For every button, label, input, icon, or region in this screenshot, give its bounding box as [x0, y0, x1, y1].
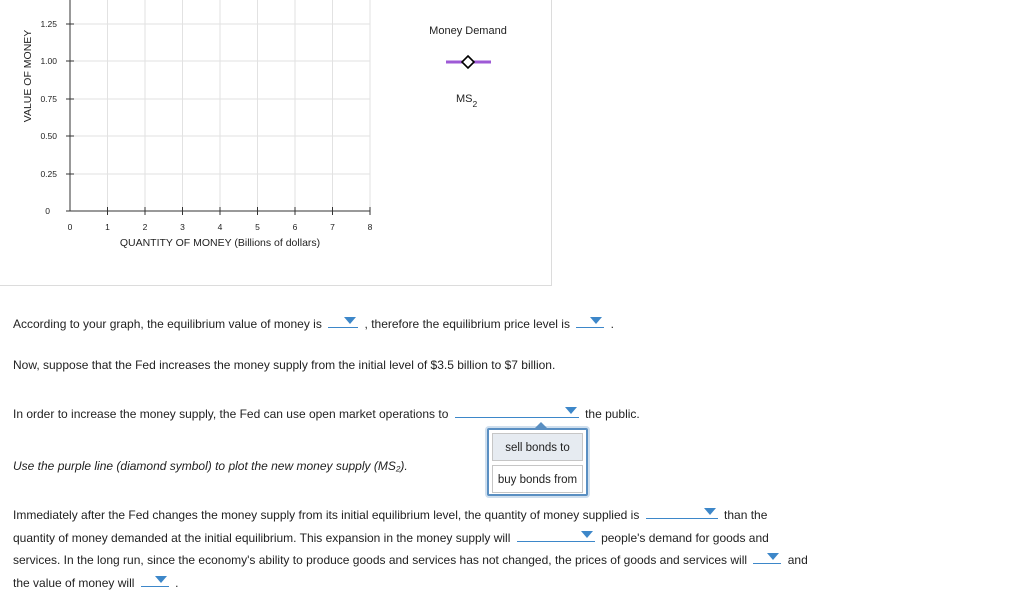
- open-market-dropdown-menu[interactable]: [487, 428, 588, 496]
- chevron-down-icon: [581, 531, 593, 538]
- y-tick-label: 0: [45, 206, 50, 216]
- x-tick-label: 7: [330, 222, 335, 232]
- question-text: quantity of money demanded at the initial equilibrium. This expansion in the money supply will: [13, 531, 511, 545]
- question-text: According to your graph, the equilibrium value of money is: [13, 317, 322, 331]
- x-tick-label: 2: [142, 222, 148, 232]
- chevron-down-icon: [767, 553, 779, 560]
- question-text: .: [610, 317, 614, 331]
- chevron-down-icon: [590, 317, 602, 324]
- question-open-market: [13, 403, 640, 421]
- menu-pointer: [534, 422, 548, 429]
- question-equilibrium: [13, 313, 614, 331]
- prices-dropdown[interactable]: [753, 549, 781, 564]
- x-tick-label: 8: [367, 222, 373, 232]
- diamond-icon[interactable]: [462, 56, 474, 68]
- graph-panel[interactable]: [0, 0, 552, 286]
- question-text: .: [175, 576, 179, 590]
- option-sell-bonds[interactable]: sell bonds to: [492, 433, 583, 461]
- x-tick-label: 5: [255, 222, 260, 232]
- y-tick-label: 1.00: [40, 56, 57, 66]
- x-axis-title: QUANTITY OF MONEY (Billions of dollars): [119, 237, 321, 249]
- money-market-graph[interactable]: [0, 0, 552, 286]
- value-of-money-dropdown[interactable]: [141, 572, 169, 587]
- chevron-down-icon: [344, 317, 356, 324]
- x-tick-label: 6: [292, 222, 298, 232]
- ms2-tool-label: $MS_2$: [456, 93, 478, 109]
- plot-instruction: Use the purple line (diamond symbol) to plot the new money supply (MS₂).: [13, 459, 408, 473]
- x-tick-label: 4: [217, 222, 223, 232]
- question3-line1: [13, 504, 767, 522]
- chevron-down-icon: [565, 407, 577, 414]
- question-text: Immediately after the Fed changes the money supply from its initial equilibrium level, the quantity of money supplied is: [13, 508, 640, 522]
- x-tick-label: 0: [67, 222, 73, 232]
- option-buy-bonds[interactable]: buy bonds from: [492, 465, 583, 493]
- question-text: and: [787, 553, 808, 567]
- question-text: than the: [724, 508, 768, 522]
- chevron-down-icon: [155, 576, 167, 583]
- ms2-line-tool[interactable]: [446, 56, 491, 68]
- y-tick-label: 1.25: [40, 19, 57, 29]
- question3-line2: [13, 527, 769, 545]
- demand-effect-dropdown[interactable]: [517, 527, 595, 542]
- y-tick-label: 0.50: [40, 131, 57, 141]
- y-tick-label: 0.25: [40, 169, 57, 179]
- y-axis-title: VALUE OF MONEY: [22, 29, 34, 123]
- chevron-down-icon: [704, 508, 716, 515]
- grid: [70, 0, 370, 211]
- question3-line3: [13, 549, 808, 567]
- question-text: services. In the long run, since the economy's ability to produce goods and services has not changed, the prices of goods and services will: [13, 553, 748, 567]
- y-tick-label: 0.75: [40, 94, 57, 104]
- question-text: the public.: [585, 407, 640, 421]
- question-text: people's demand for goods and: [601, 531, 769, 545]
- equilibrium-value-dropdown[interactable]: [328, 313, 358, 328]
- x-tick-label: 3: [180, 222, 185, 232]
- question-text: In order to increase the money supply, the Fed can use open market operations to: [13, 407, 449, 421]
- question3-line4: [13, 572, 178, 590]
- fed-statement: Now, suppose that the Fed increases the money supply from the initial level of $3.5 billion to $7 billion.: [13, 358, 556, 372]
- equilibrium-price-dropdown[interactable]: [576, 313, 604, 328]
- legend-money-demand: Money Demand: [429, 25, 507, 37]
- question-text: the value of money will: [13, 576, 135, 590]
- quantity-supplied-dropdown[interactable]: [646, 504, 718, 519]
- x-tick-label: 1: [105, 222, 110, 232]
- open-market-dropdown[interactable]: [455, 403, 579, 418]
- question-text: , therefore the equilibrium price level is: [364, 317, 570, 331]
